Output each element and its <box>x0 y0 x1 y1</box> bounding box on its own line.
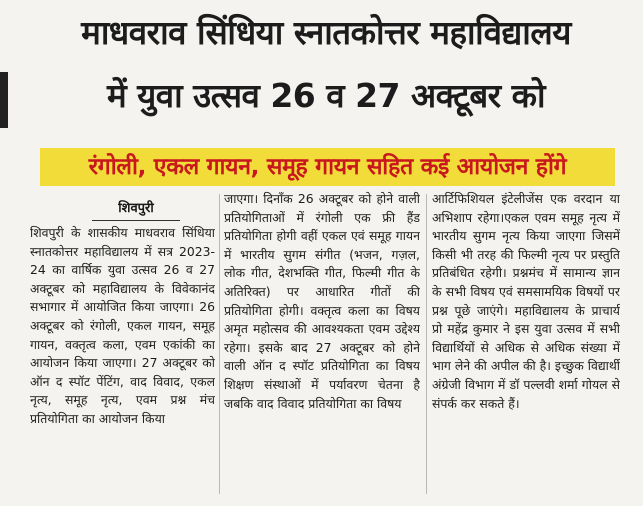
subheadline-banner: रंगोली, एकल गायन, समूह गायन सहित कई आयोजन होंगे <box>40 148 615 186</box>
article-column-1: शिवपुरी के शासकीय माधवराव सिंधिया स्नातकोत्तर महाविद्यालय में सत्र 2023-24 का वार्षिक युवा उत्सव 26 व 27 अक्टूबर को महाविद्यालय के विवेकानंद सभागार में आयोजित किया जाएगा। 26 अक्टूबर को रंगोली, एकल गायन, समूह गायन, वक्तृत्व कला, एवम एकांकी का आयोजन किया जाएगा। 27 अक्टूबर को ऑन द स्पॉट पेंटिंग, वाद विवाद, एकल नृत्य, समूह नृत्य, एवम प्रश्न मंच प्रतियोगिता का आयोजन किया <box>30 225 215 426</box>
column-divider <box>219 194 220 494</box>
dateline-underline <box>92 220 180 221</box>
column-divider <box>426 194 427 494</box>
article-column-2: जाएगा। दिनाँक 26 अक्टूबर को होने वाली प्रतियोगिताओं में रंगोली एक फ्री हैंड प्रतियोगिता होगी वहीं एकल एवं समूह गायन में भारतीय सुगम संगीत (भजन, गज़ल, लोक गीत, देशभक्ति गीत, फिल्मी गीत के अतिरिक्त) पर आधारित गीतों की प्रतियोगिता होगी। वक्तृत्व कला का विषय अमृत महोत्सव की आवश्यकता एवम उद्देश्य रहेगा। इसके बाद 27 अक्टूबर को होने वाली ऑन द स्पॉट प्रतियोगिता का विषय शिक्षण संस्थाओं में पर्यावरण चेतना है जबकि वाद विवाद प्रतियोगिता का विषय <box>224 191 420 411</box>
headline-line-2: में युवा उत्सव 26 व 27 अक्टूबर को <box>106 76 546 115</box>
article-column-3: आर्टिफिशियल इंटेलीजेंस एक वरदान या अभिशाप रहेगा।एकल एवम समूह नृत्य में भारतीय सुगम नृत्य किया जाएगा जिसमें किसी भी तरह की फिल्मी नृत्य पर प्रस्तुति प्रतिबंधित रहेगी। प्रश्नमंच में सामान्य ज्ञान के सभी विषय एवं समसामयिक विषयों पर प्रश्न पूछे जाएंगे। महाविद्यालय के प्राचार्य प्रो महेंद्र कुमार ने इस युवा उत्सव में सभी विद्यार्थियों से अधिक से अधिक संख्या में भाग लेने की अपील की है। इच्छुक विद्यार्थी अंग्रेजी विभाग में डॉ पल्लवी शर्मा गोयल से संपर्क कर सकते हैं। <box>432 191 620 411</box>
headline-line-1: माधवराव सिंधिया स्नातकोत्तर महाविद्यालय <box>81 13 571 52</box>
dateline: शिवपुरी <box>118 201 154 216</box>
adjacent-column-edge <box>0 72 8 128</box>
